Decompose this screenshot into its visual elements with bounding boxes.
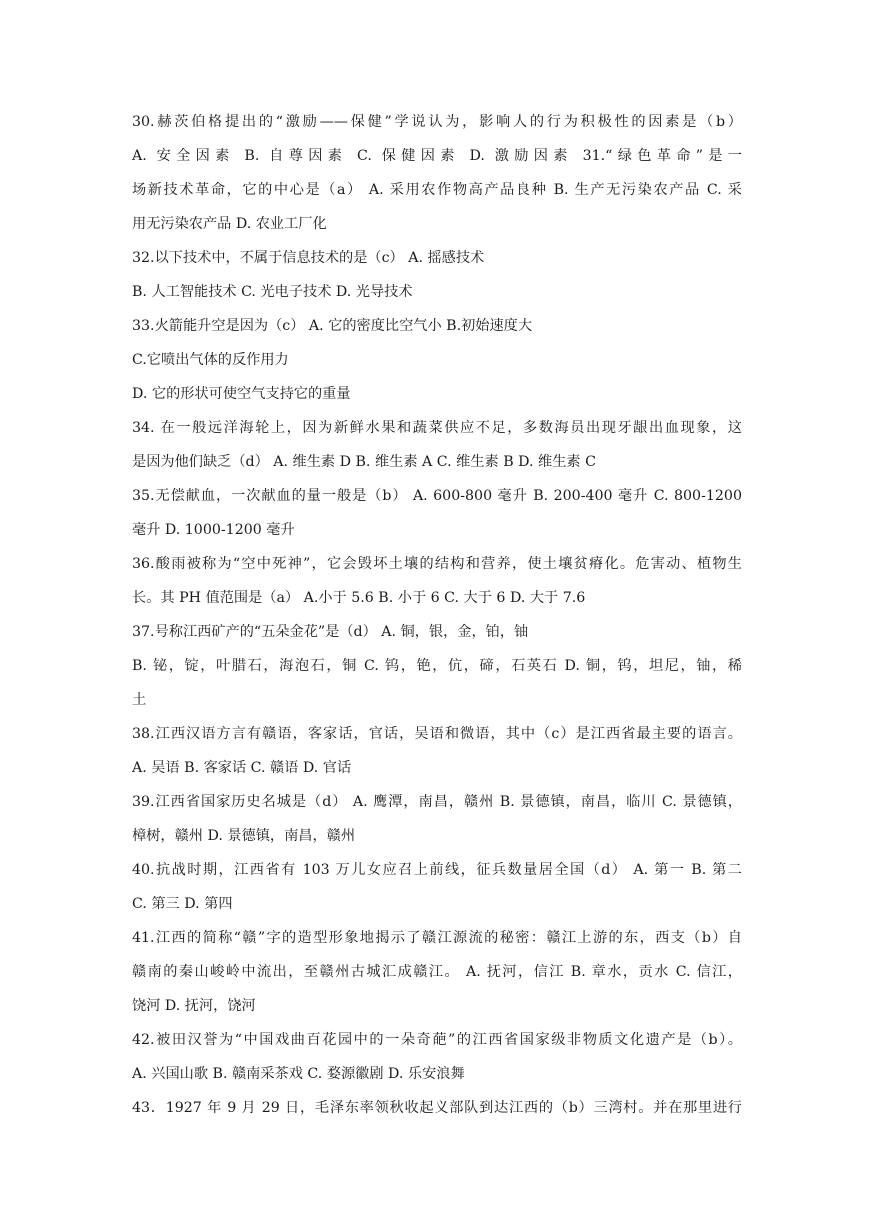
text-line: A. 兴国山歌 B. 赣南采茶戏 C. 婺源徽剧 D. 乐安浪舞 bbox=[132, 1066, 465, 1082]
text-line: 35.无偿献血，一次献血的量一般是（b） A. 600-800 毫升 B. 200-400 毫升 C. 800-1200 bbox=[132, 488, 742, 504]
text-line: 长。其 PH 值范围是（a） A.小于 5.6 B. 小于 6 C. 大于 6 D. 大于 7.6 bbox=[132, 590, 586, 606]
text-line: 用无污染农产品 D. 农业工厂化 bbox=[132, 216, 327, 232]
text-line: 32.以下技术中，不属于信息技术的是（c） A. 摇感技术 bbox=[132, 250, 485, 266]
text-line: 34. 在一般远洋海轮上，因为新鲜水果和蔬菜供应不足，多数海员出现牙龈出血现象，这 bbox=[132, 420, 742, 436]
text-line: 33.火箭能升空是因为（c） A. 它的密度比空气小 B.初始速度大 bbox=[132, 318, 533, 334]
text-line: B. 人工智能技术 C. 光电子技术 D. 光导技术 bbox=[132, 284, 413, 300]
text-line: B. 铋，锭，叶腊石，海泡石，铜 C. 钨，铯，伉，碲，石英石 D. 铜，钨，坦尼，铀，稀 bbox=[132, 658, 742, 674]
text-line: A. 安全因素 B. 自尊因素 C. 保健因素 D. 激励因素 31.“绿色革命”是一 bbox=[132, 148, 742, 164]
text-line: C.它喷出气体的反作用力 bbox=[132, 352, 289, 368]
text-line: 38.江西汉语方言有赣语，客家话，官话，吴语和微语，其中（c）是江西省最主要的语言。 bbox=[132, 726, 742, 742]
text-line: 43．1927 年 9 月 29 日，毛泽东率领秋收起义部队到达江西的（b）三湾村。并在那里进行 bbox=[132, 1100, 742, 1116]
text-line: 42.被田汉誉为“中国戏曲百花园中的一朵奇葩”的江西省国家级非物质文化遗产是（b）。 bbox=[132, 1032, 742, 1048]
text-line: 30.赫茨伯格提出的“激励——保健”学说认为，影响人的行为积极性的因素是（b） bbox=[132, 114, 742, 130]
text-line: 37.号称江西矿产的“五朵金花”是（d） A. 铜，银，金，铂，铀 bbox=[132, 624, 529, 640]
text-line: 41.江西的简称“赣”字的造型形象地揭示了赣江源流的秘密：赣江上游的东，西支（b）自 bbox=[132, 930, 742, 946]
text-line: 赣南的秦山峻岭中流出，至赣州古城汇成赣江。 A. 抚河，信江 B. 章水，贡水 C. 信江， bbox=[132, 964, 742, 980]
text-line: 场新技术革命，它的中心是（a） A. 采用农作物高产品良种 B. 生产无污染农产品 C. 采 bbox=[132, 182, 742, 198]
text-line: 樟树，赣州 D. 景德镇，南昌，赣州 bbox=[132, 828, 356, 844]
text-line: 39.江西省国家历史名城是（d） A. 鹰潭，南昌，赣州 B. 景德镇，南昌，临川 C. 景德镇， bbox=[132, 794, 742, 810]
text-line: 36.酸雨被称为“空中死神”，它会毁坏土壤的结构和营养，使土壤贫瘠化。危害动、植物生 bbox=[132, 556, 742, 572]
text-line: 毫升 D. 1000-1200 毫升 bbox=[132, 522, 295, 538]
text-line: 饶河 D. 抚河，饶河 bbox=[132, 998, 256, 1014]
text-line: 40.抗战时期，江西省有 103 万儿女应召上前线，征兵数量居全国（d） A. 第一 B. 第二 bbox=[132, 862, 742, 878]
text-line: 土 bbox=[132, 692, 147, 708]
text-line: C. 第三 D. 第四 bbox=[132, 896, 233, 912]
text-line: A. 吴语 B. 客家话 C. 赣语 D. 官话 bbox=[132, 760, 352, 776]
text-line: D. 它的形状可使空气支持它的重量 bbox=[132, 386, 351, 402]
text-line: 是因为他们缺乏（d） A. 维生素 D B. 维生素 A C. 维生素 B D. 维生素 C bbox=[132, 454, 596, 470]
